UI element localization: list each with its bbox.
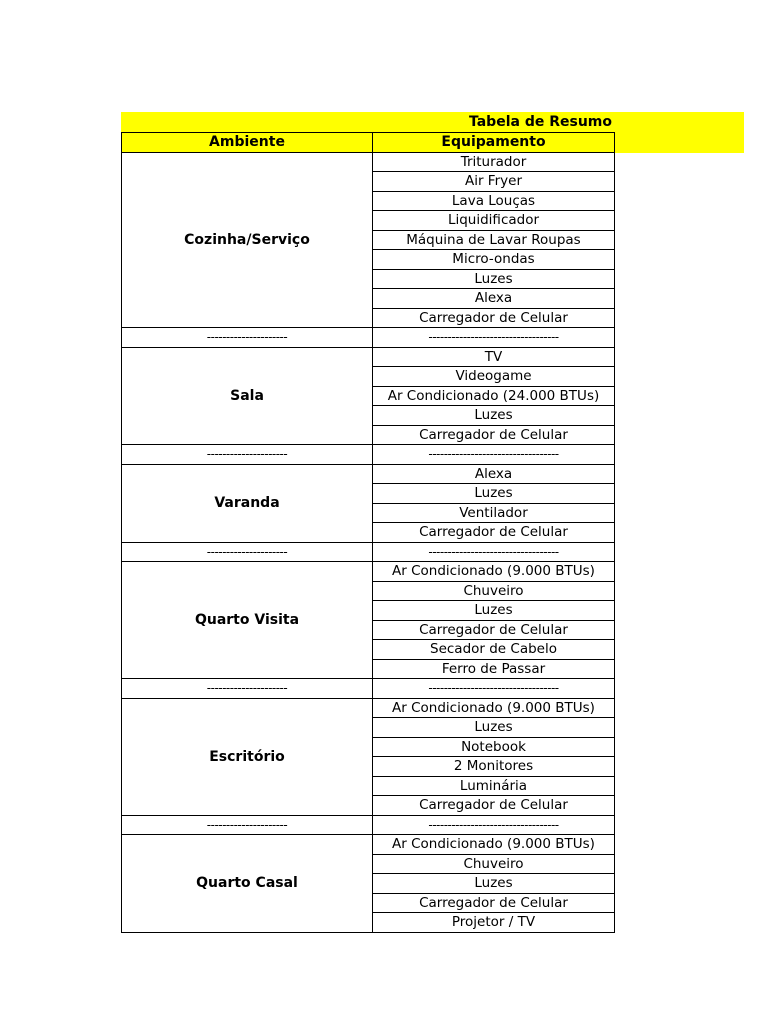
equipment-cell: Liquidificador <box>373 211 615 231</box>
summary-table <box>121 132 615 933</box>
equipment-cell: Luminária <box>373 776 615 796</box>
equipment-cell: Alexa <box>373 464 615 484</box>
separator-cell: --------------------- <box>122 815 373 835</box>
equipment-cell: Lava Louças <box>373 191 615 211</box>
separator-cell: ---------------------------------- <box>373 445 615 465</box>
separator-cell: ---------------------------------- <box>373 542 615 562</box>
equipment-cell: TV <box>373 347 615 367</box>
equipment-cell: Ar Condicionado (9.000 BTUs) <box>373 562 615 582</box>
equipment-cell: Ar Condicionado (24.000 BTUs) <box>373 386 615 406</box>
equipment-cell: Luzes <box>373 269 615 289</box>
equipment-cell: Micro-ondas <box>373 250 615 270</box>
room-name: Quarto Visita <box>122 562 373 679</box>
equipment-cell: Luzes <box>373 484 615 504</box>
equipment-cell: Chuveiro <box>373 581 615 601</box>
equipment-cell: Alexa <box>373 289 615 309</box>
equipment-cell: Ferro de Passar <box>373 659 615 679</box>
table-row <box>122 698 615 718</box>
separator-cell: ---------------------------------- <box>373 679 615 699</box>
equipment-cell: Videogame <box>373 367 615 387</box>
separator-cell: --------------------- <box>122 542 373 562</box>
separator-row <box>122 445 615 465</box>
equipment-cell: Máquina de Lavar Roupas <box>373 230 615 250</box>
equipment-cell: Luzes <box>373 601 615 621</box>
header-row <box>122 133 615 153</box>
equipment-cell: Carregador de Celular <box>373 523 615 543</box>
equipment-cell: Carregador de Celular <box>373 796 615 816</box>
equipment-cell: Carregador de Celular <box>373 308 615 328</box>
room-name: Quarto Casal <box>122 835 373 933</box>
table-row <box>122 562 615 582</box>
header-equipamento: Equipamento <box>373 133 615 153</box>
separator-row <box>122 679 615 699</box>
room-name: Escritório <box>122 698 373 815</box>
table-row <box>122 152 615 172</box>
table-row <box>122 835 615 855</box>
equipment-cell: Air Fryer <box>373 172 615 192</box>
equipment-cell: 2 Monitores <box>373 757 615 777</box>
separator-cell: --------------------- <box>122 445 373 465</box>
equipment-cell: Carregador de Celular <box>373 620 615 640</box>
equipment-cell: Luzes <box>373 406 615 426</box>
equipment-cell: Chuveiro <box>373 854 615 874</box>
equipment-cell: Projetor / TV <box>373 913 615 933</box>
separator-cell: --------------------- <box>122 679 373 699</box>
room-name: Sala <box>122 347 373 445</box>
equipment-cell: Luzes <box>373 718 615 738</box>
equipment-cell: Carregador de Celular <box>373 425 615 445</box>
separator-cell: ---------------------------------- <box>373 328 615 348</box>
equipment-cell: Secador de Cabelo <box>373 640 615 660</box>
room-name: Varanda <box>122 464 373 542</box>
header-ambiente: Ambiente <box>122 133 373 153</box>
equipment-cell: Ar Condicionado (9.000 BTUs) <box>373 835 615 855</box>
table-title: Tabela de Resumo <box>468 114 612 130</box>
equipment-cell: Ventilador <box>373 503 615 523</box>
equipment-cell: Notebook <box>373 737 615 757</box>
separator-cell: --------------------- <box>122 328 373 348</box>
room-name: Cozinha/Serviço <box>122 152 373 328</box>
separator-cell: ---------------------------------- <box>373 815 615 835</box>
separator-row <box>122 542 615 562</box>
equipment-cell: Triturador <box>373 152 615 172</box>
equipment-cell: Ar Condicionado (9.000 BTUs) <box>373 698 615 718</box>
equipment-cell: Luzes <box>373 874 615 894</box>
header-highlight-extension <box>612 132 744 153</box>
table-row <box>122 347 615 367</box>
equipment-cell: Carregador de Celular <box>373 893 615 913</box>
table-row <box>122 464 615 484</box>
separator-row <box>122 328 615 348</box>
separator-row <box>122 815 615 835</box>
